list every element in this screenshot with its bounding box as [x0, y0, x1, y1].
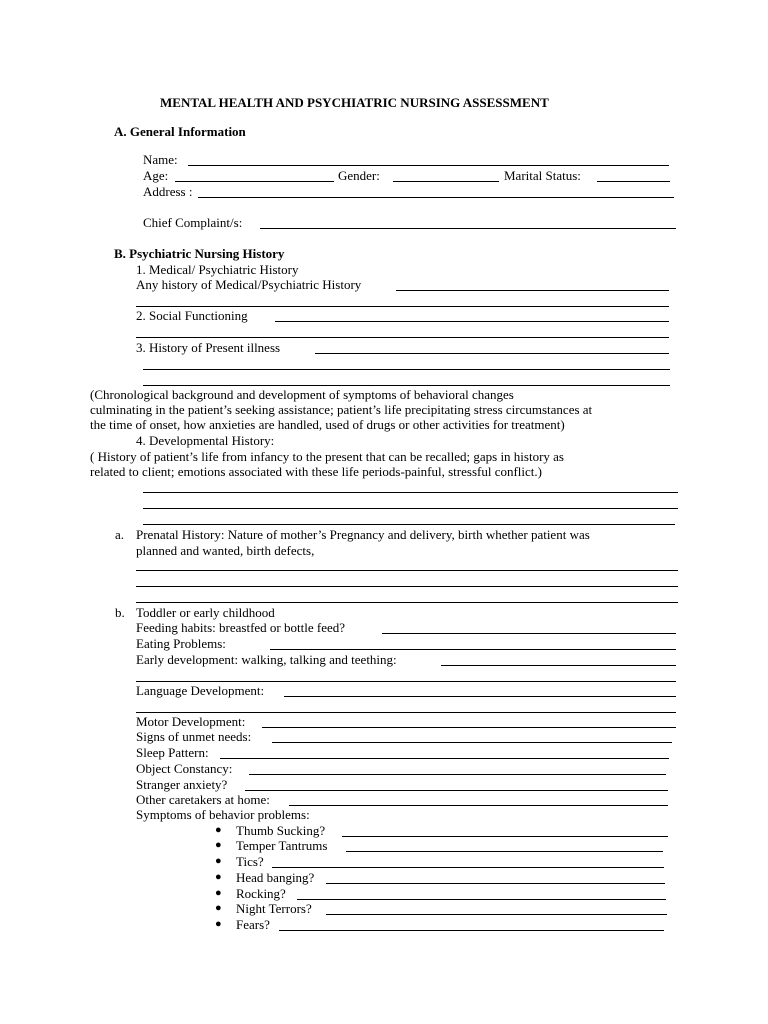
feeding-habits-label: Feeding habits: breastfed or bottle feed?	[136, 620, 346, 635]
bullet-icon: ●	[215, 824, 222, 836]
caretakers-label: Other caretakers at home:	[136, 792, 270, 807]
social-functioning-label: 2. Social Functioning	[136, 308, 248, 323]
temper-tantrums-field[interactable]	[346, 851, 663, 852]
bullet-icon: ●	[215, 918, 222, 930]
name-label: Name:	[143, 152, 178, 167]
marital-status-label: Marital Status:	[504, 168, 581, 183]
age-label: Age:	[143, 168, 169, 183]
head-banging-label: Head banging?	[236, 870, 315, 885]
caretakers-field[interactable]	[289, 805, 668, 806]
night-terrors-label: Night Terrors?	[236, 901, 312, 916]
chronological-note-line-2: culminating in the patient’s seeking assistance; patient’s life precipitating stress circumstances at	[90, 402, 593, 417]
motor-development-field[interactable]	[262, 727, 676, 728]
medical-history-heading: 1. Medical/ Psychiatric History	[136, 262, 299, 277]
feeding-habits-field[interactable]	[382, 633, 676, 634]
unmet-needs-label: Signs of unmet needs:	[136, 729, 252, 744]
eating-problems-label: Eating Problems:	[136, 636, 226, 651]
address-label: Address :	[143, 184, 193, 199]
bullet-icon: ●	[215, 839, 222, 851]
developmental-field-2[interactable]	[143, 508, 678, 509]
prenatal-line-1: Prenatal History: Nature of mother’s Pregnancy and delivery, birth whether patient was	[136, 527, 590, 542]
chief-complaint-field[interactable]	[260, 228, 676, 229]
night-terrors-field[interactable]	[326, 914, 667, 915]
section-a-heading: A. General Information	[114, 124, 246, 139]
early-development-field[interactable]	[441, 665, 676, 666]
bullet-icon: ●	[215, 887, 222, 899]
social-functioning-field-2[interactable]	[136, 337, 669, 338]
fears-field[interactable]	[279, 930, 664, 931]
gender-label: Gender:	[338, 168, 380, 183]
chief-complaint-label: Chief Complaint/s:	[143, 215, 243, 230]
language-development-field-2[interactable]	[136, 712, 676, 713]
unmet-needs-field[interactable]	[272, 742, 672, 743]
developmental-field-1[interactable]	[143, 492, 678, 493]
early-development-field-2[interactable]	[136, 681, 676, 682]
tics-field[interactable]	[272, 867, 664, 868]
present-illness-field[interactable]	[315, 353, 669, 354]
address-field[interactable]	[198, 197, 674, 198]
language-development-field[interactable]	[284, 696, 676, 697]
object-constancy-label: Object Constancy:	[136, 761, 233, 776]
chronological-note-line-3: the time of onset, how anxieties are handled, used of drugs or other activities for treatment)	[90, 417, 565, 432]
medical-history-field[interactable]	[396, 290, 669, 291]
marital-status-field[interactable]	[597, 181, 670, 182]
sleep-pattern-label: Sleep Pattern:	[136, 745, 209, 760]
language-development-label: Language Development:	[136, 683, 265, 698]
rocking-label: Rocking?	[236, 886, 286, 901]
sleep-pattern-field[interactable]	[220, 758, 669, 759]
chronological-note-line-1: (Chronological background and development of symptoms of behavioral changes	[90, 387, 514, 402]
tics-label: Tics?	[236, 854, 264, 869]
thumb-sucking-label: Thumb Sucking?	[236, 823, 326, 838]
prenatal-field-3[interactable]	[136, 602, 678, 603]
medical-history-field-2[interactable]	[136, 306, 669, 307]
early-development-label: Early development: walking, talking and teething:	[136, 652, 397, 667]
object-constancy-field[interactable]	[249, 774, 666, 775]
prenatal-field-2[interactable]	[136, 586, 678, 587]
developmental-history-heading: 4. Developmental History:	[136, 433, 275, 448]
bullet-icon: ●	[215, 902, 222, 914]
stranger-anxiety-label: Stranger anxiety?	[136, 777, 228, 792]
behavior-symptoms-label: Symptoms of behavior problems:	[136, 807, 310, 822]
developmental-field-3[interactable]	[143, 524, 675, 525]
stranger-anxiety-field[interactable]	[245, 790, 668, 791]
prenatal-field-1[interactable]	[136, 570, 678, 571]
fears-label: Fears?	[236, 917, 270, 932]
prenatal-marker: a.	[115, 527, 125, 542]
gender-field[interactable]	[393, 181, 499, 182]
section-b-heading: B. Psychiatric Nursing History	[114, 246, 285, 261]
bullet-icon: ●	[215, 871, 222, 883]
present-illness-field-2[interactable]	[143, 369, 670, 370]
document-title: MENTAL HEALTH AND PSYCHIATRIC NURSING ASSESSMENT	[160, 95, 549, 110]
thumb-sucking-field[interactable]	[342, 836, 668, 837]
name-field[interactable]	[188, 165, 669, 166]
bullet-icon: ●	[215, 855, 222, 867]
present-illness-label: 3. History of Present illness	[136, 340, 281, 355]
toddler-heading: Toddler or early childhood	[136, 605, 275, 620]
eating-problems-field[interactable]	[270, 649, 676, 650]
toddler-marker: b.	[115, 605, 125, 620]
developmental-note-line-2: related to client; emotions associated with these life periods-painful, stressful conflict.)	[90, 464, 542, 479]
present-illness-field-3[interactable]	[143, 385, 670, 386]
motor-development-label: Motor Development:	[136, 714, 246, 729]
medical-history-label: Any history of Medical/Psychiatric History	[136, 277, 362, 292]
rocking-field[interactable]	[297, 899, 666, 900]
developmental-note-line-1: ( History of patient’s life from infancy to the present that can be recalled; gaps in history as	[90, 449, 564, 464]
social-functioning-field[interactable]	[275, 321, 669, 322]
head-banging-field[interactable]	[326, 883, 665, 884]
temper-tantrums-label: Temper Tantrums	[236, 838, 328, 853]
prenatal-line-2: planned and wanted, birth defects,	[136, 543, 315, 558]
age-field[interactable]	[175, 181, 334, 182]
